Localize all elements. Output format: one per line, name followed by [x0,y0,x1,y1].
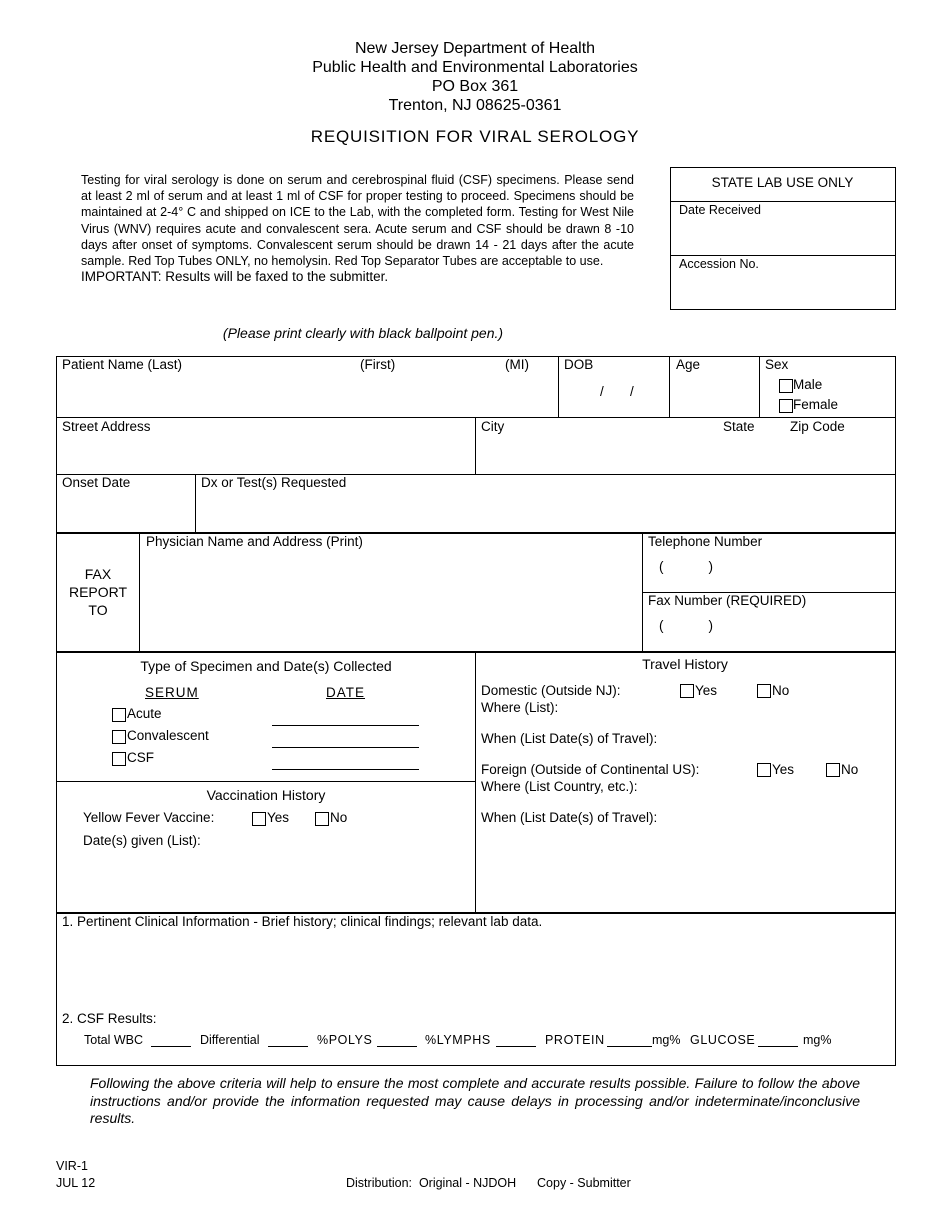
important-note: IMPORTANT: Results will be faxed to the submitter. [81,269,389,285]
to-label: TO [88,602,108,618]
foreign-yes-label: Yes [772,762,795,777]
first-name-label: (First) [360,357,396,372]
csf-checkbox[interactable] [112,752,126,766]
foreign-yes-checkbox[interactable] [757,763,771,777]
form-code: VIR-1 [56,1159,88,1173]
csf-date-line[interactable] [272,769,419,770]
glucose-unit: mg% [803,1033,832,1047]
yellow-fever-no-label: No [330,810,348,825]
city-zip: Trenton, NJ 08625-0361 [388,97,562,114]
domestic-no-label: No [772,683,790,698]
instructions [81,172,634,285]
distribution-note: Distribution: Original - NJDOH Copy - Submitter [346,1176,631,1190]
convalescent-date-line[interactable] [272,747,419,748]
sex-label: Sex [765,357,789,372]
domestic-yes-checkbox[interactable] [680,684,694,698]
report-label: REPORT [68,584,128,600]
vaccine-dates-field[interactable]: Date(s) given (List): [83,833,201,848]
female-checkbox[interactable] [779,399,793,413]
csf-results-label: 2. CSF Results: [62,1011,157,1026]
state-lab-title: STATE LAB USE ONLY [711,175,854,190]
patient-name-field[interactable]: Patient Name (Last) [62,357,183,372]
yellow-fever-yes-label: Yes [267,810,290,825]
po-box: PO Box 361 [431,78,519,95]
telephone-field[interactable]: Telephone Number [648,534,763,549]
dob-separators: / / [600,384,634,399]
glucose-label: GLUCOSE [690,1033,756,1047]
print-note: (Please print clearly with black ballpoint pen.) [222,325,504,341]
protein-unit: mg% [652,1033,681,1047]
patient-info-section [56,356,896,534]
female-label: Female [793,397,839,412]
vaccination-title: Vaccination History [206,787,326,803]
domestic-no-checkbox[interactable] [757,684,771,698]
yellow-fever-yes-checkbox[interactable] [252,812,266,826]
city-field[interactable]: City [481,419,505,434]
differential-line[interactable] [268,1046,308,1047]
dob-field[interactable]: DOB [564,357,594,372]
tests-requested-field[interactable]: Dx or Test(s) Requested [201,475,347,490]
street-address-field[interactable]: Street Address [62,419,151,434]
foreign-when-field[interactable]: When (List Date(s) of Travel): [481,810,658,825]
convalescent-checkbox[interactable] [112,730,126,744]
foreign-where-field[interactable]: Where (List Country, etc.): [481,779,638,794]
foreign-no-checkbox[interactable] [826,763,840,777]
lymphs-label: %LYMPHS [425,1033,491,1047]
male-checkbox[interactable] [779,379,793,393]
total-wbc-line[interactable] [151,1046,191,1047]
domestic-when-field[interactable]: When (List Date(s) of Travel): [481,731,658,746]
domestic-travel-label: Domestic (Outside NJ): [481,683,621,698]
form-date: JUL 12 [56,1176,96,1190]
date-heading: DATE [326,685,366,700]
polys-line[interactable] [377,1046,417,1047]
differential-label: Differential [200,1033,260,1047]
onset-date-field[interactable]: Onset Date [62,475,131,490]
clinical-info-field[interactable]: 1. Pertinent Clinical Information - Brief history; clinical findings; relevant lab data. [62,914,543,929]
instructions-text: Testing for viral serology is done on serum and cerebrospinal fluid (CSF) specimens. Please send at least 2 ml of serum and at least 1 ml of CSF for proper testing to proceed. Specimens should be maintained at 2-4° C and shipped on ICE to the Lab, with the completed form. Testing for West Nile Virus (WNV) requires acute and convalescent sera. Acute serum and CSF should be drawn 8 -10 days after onset of symptoms. Convalescent serum should be drawn 14 - 21 days after the acute sample. Red Top Tubes ONLY, no hemolysin. Red Top Separator Tubes are acceptable to use. [81,173,634,269]
domestic-where-field[interactable]: Where (List): [481,700,559,715]
accession-number-field[interactable]: Accession No. [679,257,759,271]
lymphs-line[interactable] [496,1046,536,1047]
middle-initial-label: (MI) [505,357,529,372]
protein-label: PROTEIN [545,1033,605,1047]
agency-name: New Jersey Department of Health [354,40,596,57]
yellow-fever-label: Yellow Fever Vaccine: [83,810,215,825]
acute-date-line[interactable] [272,725,419,726]
fax-area-code: ( ) [659,618,713,633]
travel-title: Travel History [642,656,728,672]
fax-number-field[interactable]: Fax Number (REQUIRED) [648,593,807,608]
telephone-area-code: ( ) [659,559,713,574]
zip-code-field[interactable]: Zip Code [790,419,845,434]
age-field[interactable]: Age [676,357,701,372]
state-field[interactable]: State [723,419,755,434]
serum-heading: SERUM [145,685,199,700]
lab-name: Public Health and Environmental Laboratories [312,59,638,76]
total-wbc-label: Total WBC [84,1033,144,1047]
footer-warning: Following the above criteria will help to ensure the most complete and accurate results possible. Failure to follow the above instructions and/or provide the information requested may cause delays in processing and/or indeterminate/inconclusive results. [90,1075,860,1126]
physician-field[interactable]: Physician Name and Address (Print) [146,534,363,549]
convalescent-label: Convalescent [127,728,209,743]
fax-label: FAX [84,566,112,582]
foreign-travel-label: Foreign (Outside of Continental US): [481,762,700,777]
csf-label: CSF [127,750,154,765]
specimen-title: Type of Specimen and Date(s) Collected [140,658,392,674]
yellow-fever-no-checkbox[interactable] [315,812,329,826]
date-received-field[interactable]: Date Received [679,203,761,217]
acute-checkbox[interactable] [112,708,126,722]
acute-label: Acute [127,706,162,721]
male-label: Male [793,377,823,392]
protein-line[interactable] [607,1046,652,1047]
foreign-no-label: No [841,762,859,777]
glucose-line[interactable] [758,1046,798,1047]
domestic-yes-label: Yes [695,683,718,698]
polys-label: %POLYS [317,1033,373,1047]
form-title: REQUISITION FOR VIRAL SEROLOGY [310,127,640,146]
